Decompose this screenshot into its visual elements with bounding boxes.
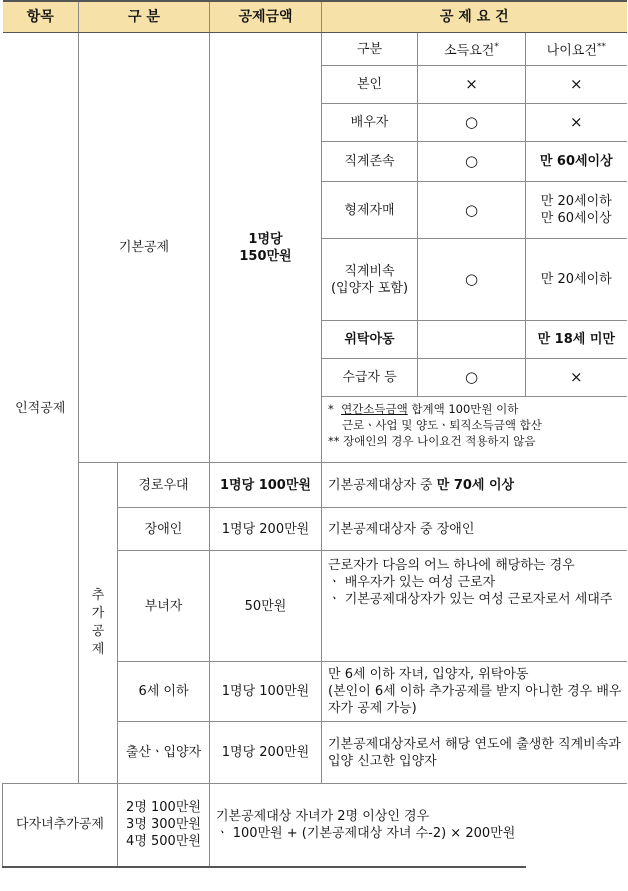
- additional-name: 장애인: [118, 508, 210, 551]
- additional-row: [3, 463, 627, 508]
- req-line: 만 6세 이하 자녀, 입양자, 위탁아동: [328, 667, 529, 682]
- additional-amount: 50만원: [210, 551, 322, 662]
- vertical-char: 가: [91, 606, 105, 621]
- req-bold: 만 70세 이상: [436, 477, 515, 493]
- basic-type: 수급자 등: [322, 359, 418, 397]
- subheader-income-label: 소득요건: [444, 43, 495, 59]
- footnote-mark: *: [494, 41, 499, 52]
- age-line: 만 20세이하: [540, 194, 612, 209]
- amount-line: 3명 300만원: [126, 817, 201, 833]
- note-text: 합계액 100만원 이하: [407, 402, 519, 416]
- basic-age: ×: [526, 359, 627, 397]
- basic-type: 직계존속: [322, 142, 418, 182]
- subheader-age: [526, 33, 627, 66]
- basic-income: ○: [418, 142, 526, 182]
- additional-deduction-label: [79, 463, 118, 784]
- age-line: 만 60세이상: [540, 211, 612, 226]
- basic-type: [322, 239, 418, 321]
- additional-requirement: [322, 551, 627, 662]
- req-bullet: ㆍ 100만원 + (기본공제대상 자녀 수-2) × 200만원: [216, 825, 516, 841]
- additional-amount: 1명당 200만원: [210, 508, 322, 551]
- basic-age: [526, 182, 627, 239]
- req-line: (본인이 6세 이하 추가공제를 받지 아니한 경우 배우자가 공제 가능): [328, 684, 622, 716]
- basic-income: ○: [418, 239, 526, 321]
- basic-income: ×: [418, 66, 526, 104]
- vertical-char: 제: [91, 642, 105, 657]
- subheader-income: [418, 33, 526, 66]
- req-intro: 근로자가 다음의 어느 하나에 해당하는 경우: [328, 558, 575, 573]
- vertical-char: 추: [91, 588, 105, 603]
- multi-child-amount: [118, 784, 210, 867]
- note-underlined: 연간소득금액: [341, 402, 408, 416]
- header-item: 항목: [3, 1, 79, 33]
- amount-line: 4명 500만원: [126, 834, 201, 850]
- basic-income: ○: [418, 359, 526, 397]
- footnote-mark: **: [596, 41, 606, 52]
- basic-age: ×: [526, 66, 627, 104]
- note-1-line2: 근로ㆍ사업 및 양도ㆍ퇴직소득금액 합산: [342, 418, 542, 432]
- basic-deduction-amount: [210, 33, 322, 463]
- additional-requirement: 기본공제대상자 중 장애인: [322, 508, 627, 551]
- req-bullet: ㆍ 배우자가 있는 여성 근로자: [328, 575, 496, 590]
- header-category: 구 분: [79, 1, 210, 33]
- additional-name: 출산ㆍ입양자: [118, 722, 210, 784]
- additional-name: 경로우대: [118, 463, 210, 508]
- additional-name: 부녀자: [118, 551, 210, 662]
- basic-type: 형제자매: [322, 182, 418, 239]
- basic-type: 배우자: [322, 104, 418, 142]
- additional-amount: 1명당 200만원: [210, 722, 322, 784]
- type-line: 직계비속: [344, 263, 395, 279]
- amount-line: 2명 100만원: [126, 800, 201, 816]
- basic-income: ○: [418, 182, 526, 239]
- deduction-table: [2, 0, 627, 868]
- additional-amount: 1명당 100만원: [210, 463, 322, 508]
- basic-age: ×: [526, 104, 627, 142]
- req-text: 기본공제대상자 중: [328, 477, 437, 493]
- multi-child-label: 다자녀추가공제: [3, 784, 118, 867]
- amount-line: 150만원: [239, 248, 292, 264]
- footnote-mark: *: [328, 402, 334, 416]
- subheader-age-label: 나이요건: [546, 43, 597, 59]
- additional-name: 6세 이하: [118, 662, 210, 722]
- basic-age: 만 20세이하: [526, 239, 627, 321]
- multi-child-row: [3, 784, 627, 867]
- additional-requirement: [322, 662, 627, 722]
- header-amount: 공제금액: [210, 1, 322, 33]
- note-2: ** 장애인의 경우 나이요건 적용하지 않음: [328, 434, 536, 448]
- type-line: (입양자 포함): [330, 280, 409, 296]
- basic-type: 위탁아동: [322, 321, 418, 359]
- multi-child-requirement: [210, 784, 526, 867]
- additional-requirement: [322, 463, 627, 508]
- additional-requirement: 기본공제대상자로서 해당 연도에 출생한 직계비속과 입양 신고한 입양자: [322, 722, 627, 784]
- basic-subheader-row: [3, 33, 627, 66]
- additional-amount: 1명당 100만원: [210, 662, 322, 722]
- amount-line: 1명당: [248, 231, 283, 247]
- basic-income: ○: [418, 104, 526, 142]
- header-row: [3, 1, 627, 33]
- basic-deduction-label: 기본공제: [79, 33, 210, 463]
- header-requirements: 공 제 요 건: [322, 1, 627, 33]
- subheader-type: 구분: [322, 33, 418, 66]
- basic-type: 본인: [322, 66, 418, 104]
- note-1: [328, 401, 623, 417]
- basic-age: 만 60세이상: [526, 142, 627, 182]
- basic-income: [418, 321, 526, 359]
- vertical-char: 공: [91, 624, 105, 639]
- req-line: 기본공제대상 자녀가 2명 이상인 경우: [216, 808, 430, 824]
- item-personal-deduction: 인적공제: [3, 33, 79, 784]
- basic-notes: [322, 397, 627, 463]
- req-bullet: ㆍ 기본공제대상자가 있는 여성 근로자로서 세대주: [328, 592, 613, 607]
- basic-age: 만 18세 미만: [526, 321, 627, 359]
